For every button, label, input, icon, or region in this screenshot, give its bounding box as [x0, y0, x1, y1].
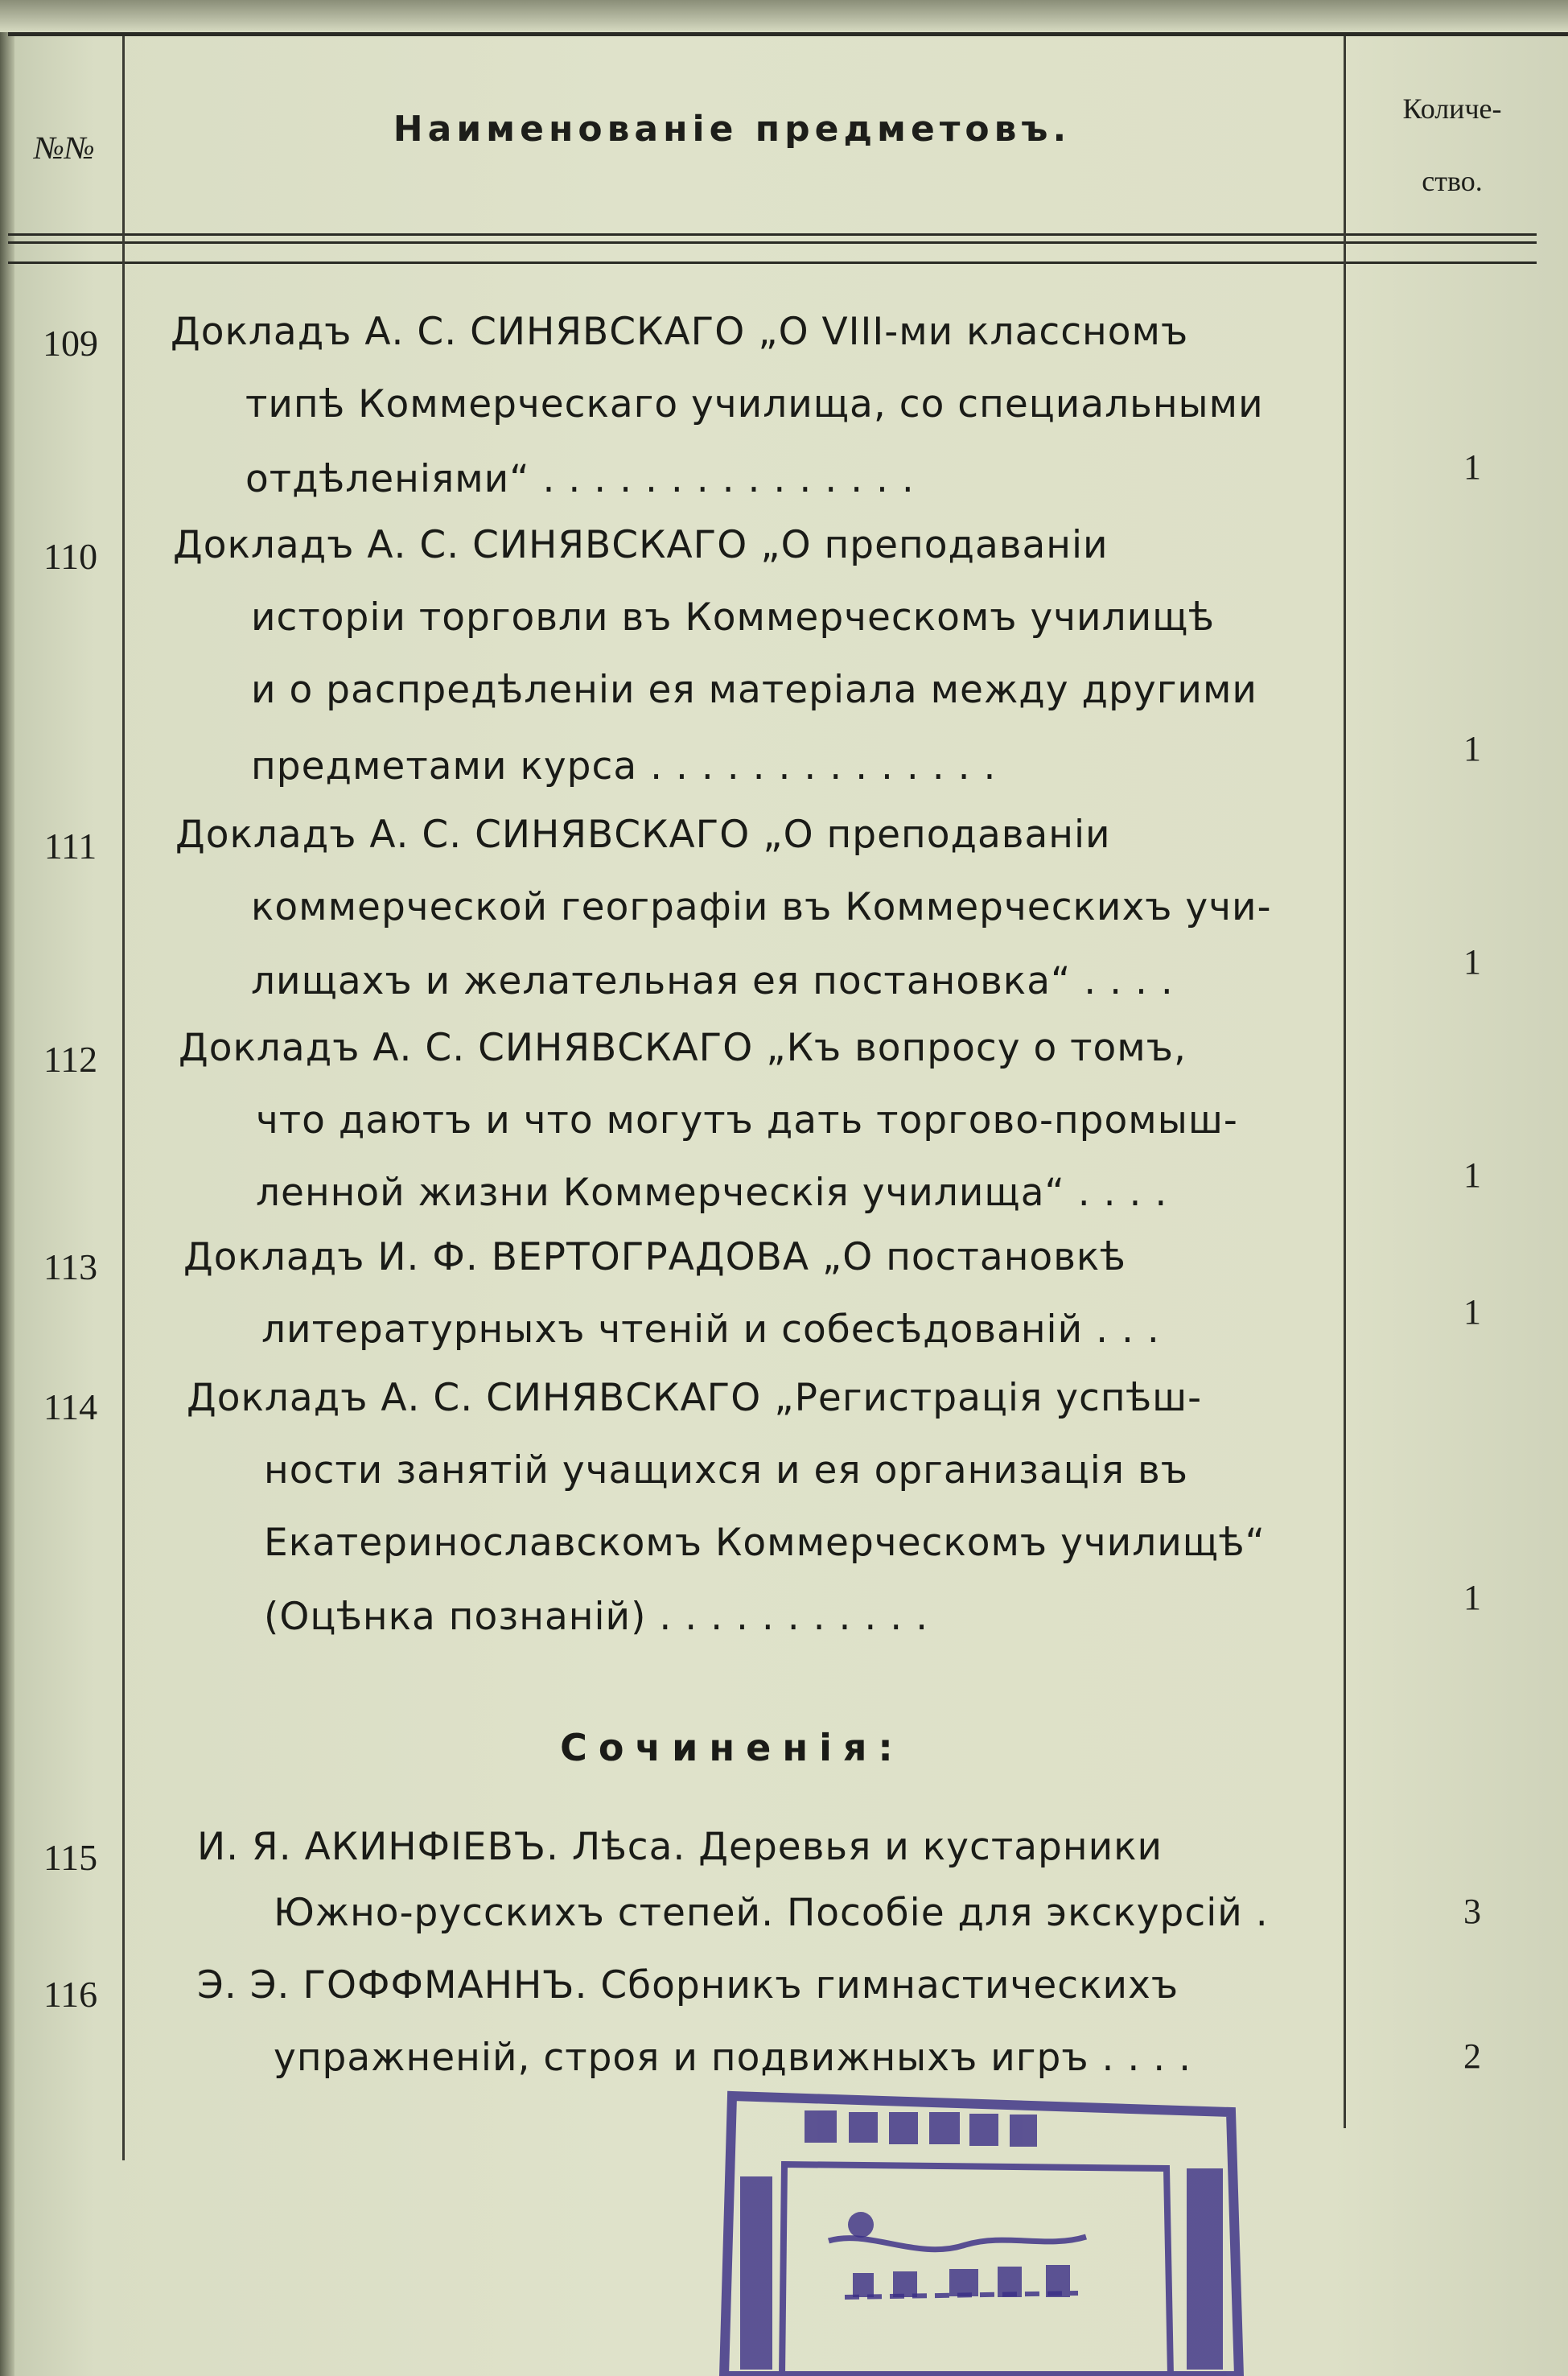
- header-bottom-rule-2: [8, 241, 1537, 244]
- header-bottom-rule-1: [8, 233, 1537, 236]
- entry-number: 116: [43, 1974, 98, 2015]
- entry-number: 113: [43, 1246, 98, 1287]
- entry-quantity: 3: [1463, 1892, 1481, 1931]
- entry-text-line: Екатеринославскомъ Коммерческомъ училищѣ“: [264, 1521, 1266, 1565]
- entry-text-line: Южно-русскихъ степей. Пособіе для экскурсій .: [274, 1891, 1269, 1935]
- quantity-header-line: Количе-: [1402, 93, 1502, 125]
- quantity-header-line: ство.: [1422, 165, 1483, 197]
- entry-quantity: 1: [1463, 447, 1481, 487]
- entry-quantity: 1: [1463, 729, 1481, 768]
- entry-number: 114: [43, 1386, 98, 1427]
- number-column-header: №№: [34, 130, 95, 166]
- items-column-header: Наименованіе предметовъ.: [393, 109, 1072, 150]
- entry-quantity: 1: [1463, 1578, 1481, 1617]
- entry-text-line: Докладъ А. С. СИНЯВСКАГО „О VIII-ми классномъ: [171, 310, 1189, 354]
- entry-quantity: 1: [1463, 942, 1481, 982]
- entry-text-line: литературныхъ чтеній и собесѣдованій . . .: [261, 1307, 1160, 1352]
- section-title: Сочиненія:: [560, 1726, 904, 1769]
- entry-text-line: Э. Э. ГОФФМАННЪ. Сборникъ гимнастическихъ: [197, 1963, 1179, 2007]
- page-edge-shadow: [0, 0, 14, 2376]
- entry-text-line: коммерческой географіи въ Коммерческихъ учи-: [251, 885, 1272, 929]
- entry-text-line: Докладъ А. С. СИНЯВСКАГО „Регистрація успѣш-: [187, 1376, 1203, 1420]
- entry-number: 110: [43, 536, 98, 577]
- entry-text-line: лищахъ и желательная ея постановка“ . . . .: [251, 959, 1174, 1003]
- entry-text-line: ленной жизни Коммерческія училища“ . . . .: [256, 1171, 1168, 1215]
- entry-text-line: Докладъ А. С. СИНЯВСКАГО „Къ вопросу о томъ,: [179, 1026, 1187, 1070]
- library-stamp: [708, 2088, 1255, 2376]
- quantity-column-rule: [1344, 36, 1346, 2128]
- table-top-rule: [8, 32, 1568, 36]
- entry-text-line: Докладъ И. Ф. ВЕРТОГРАДОВА „О постановкѣ: [183, 1235, 1126, 1279]
- entry-text-line: Докладъ А. С. СИНЯВСКАГО „О преподаваніи: [173, 523, 1109, 567]
- entry-number: 112: [43, 1039, 98, 1080]
- entry-text-line: Докладъ А. С. СИНЯВСКАГО „О преподаваніи: [175, 813, 1111, 857]
- entry-quantity: 1: [1463, 1292, 1481, 1332]
- entry-text-line: ности занятій учащихся и ея организація въ: [264, 1448, 1188, 1493]
- entry-quantity: 1: [1463, 1155, 1481, 1195]
- entry-text-line: исторіи торговли въ Коммерческомъ училищѣ: [251, 595, 1216, 640]
- entry-text-line: И. Я. АКИНФІЕВЪ. Лѣса. Деревья и кустарники: [197, 1825, 1163, 1869]
- entry-quantity: 2: [1463, 2036, 1481, 2076]
- header-bottom-rule-3: [8, 261, 1537, 264]
- entry-number: 109: [43, 323, 98, 364]
- entry-text-line: отдѣленіями“ . . . . . . . . . . . . . . .: [245, 457, 915, 501]
- page-top-shadow: [0, 0, 1568, 32]
- entry-text-line: типѣ Коммерческаго училища, со специальными: [245, 382, 1264, 426]
- entry-text-line: и о распредѣленіи ея матеріала между другими: [251, 668, 1257, 712]
- entry-text-line: упражненій, строя и подвижныхъ игръ . . . .: [274, 2036, 1192, 2080]
- entry-number: 115: [43, 1837, 98, 1878]
- entry-text-line: предметами курса . . . . . . . . . . . . . .: [251, 744, 997, 789]
- entry-text-line: (Оцѣнка познаній) . . . . . . . . . . .: [264, 1595, 929, 1639]
- entry-text-line: что даютъ и что могутъ дать торгово-промыш-: [256, 1098, 1238, 1143]
- quantity-column-header: [1344, 72, 1561, 217]
- entry-number: 111: [43, 826, 97, 867]
